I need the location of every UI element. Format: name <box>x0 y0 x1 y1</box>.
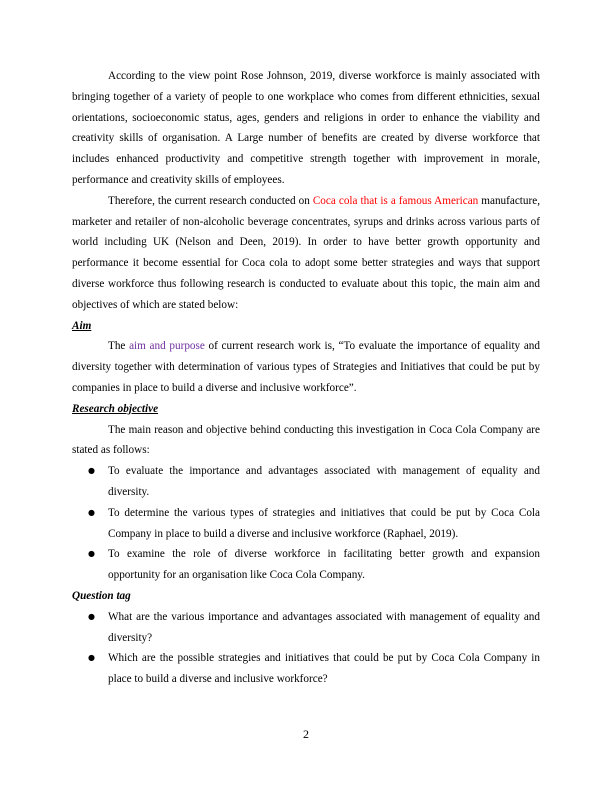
list-item-text: Which are the possible strategies and initiatives that could be put by Coca Cola Company in place to build a diverse and inclusive workforce? <box>108 652 540 686</box>
aim-paragraph <box>72 336 540 398</box>
list-item-text: To examine the role of diverse workforce in facilitating better growth and expansion opportunity for an organisation like Coca Cola Company. <box>108 548 540 582</box>
coca-cola-highlight: Coca cola that is a famous American <box>312 194 479 207</box>
intro-paragraph-2-end: manufacture, marketer and retailer of non-alcoholic beverage concentrates, syrups and drinks across various parts of world including UK (Nelson and Deen, 2019). In order to have better growth opportunity and performance it become essential for Coca cola to adopt some better strategies and ways that support diverse workforce thus following research is conducted to evaluate about this topic, the main aim and objectives of which are stated below: <box>72 194 540 311</box>
intro-paragraph-2 <box>72 191 540 316</box>
bullet-icon: ● <box>88 611 95 621</box>
bullet-icon: ● <box>88 653 95 663</box>
list-item <box>72 648 540 690</box>
aim-purpose-highlight: aim and purpose <box>129 340 205 353</box>
list-item-text: To determine the various types of strategies and initiatives that could be put by Coca Cola Company in place to build a diverse and inclusive workforce (Raphael, 2019). <box>108 506 540 540</box>
research-objective-heading: Research objective <box>72 402 159 415</box>
list-item-text: To evaluate the importance and advantages associated with management of equality and diversity. <box>108 465 540 498</box>
aim-text-end: of current research work is, “To evaluate the importance of equality and diversity together with determination of various types of Strategies and Initiatives that could be put by companies in place to build a diverse and inclusive workforce”. <box>72 340 540 394</box>
intro-paragraph-1: According to the view point Rose Johnson, 2019, diverse workforce is mainly associated with bringing together of a variety of people to one workplace who comes from different ethnicities, sexual orientations, socioeconomic status, ages, genders and religions in order to enhance the viability and creativity skills of organisation. A Large number of benefits are created by diverse workforce that includes enhanced productivity and competitive strength together with improvement in morale, performance and creativity skills of employees. <box>72 70 540 186</box>
question-tag-list <box>72 607 540 690</box>
page-number: 2 <box>303 727 309 741</box>
list-item <box>72 544 540 586</box>
intro-paragraph-2-start: Therefore, the current research conducted on <box>108 194 313 207</box>
list-item-text: What are the various importance and advantages associated with management of equality and diversity? <box>108 610 540 644</box>
list-item <box>72 503 540 545</box>
page-content <box>72 66 540 690</box>
bullet-icon: ● <box>88 507 95 517</box>
research-objective-list <box>72 461 540 586</box>
list-item <box>72 461 540 503</box>
bullet-icon: ● <box>88 466 95 476</box>
list-item <box>72 607 540 649</box>
aim-heading: Aim <box>72 319 92 332</box>
question-tag-heading: Question tag <box>72 589 131 602</box>
aim-text-start: The <box>108 340 130 353</box>
research-objective-intro: The main reason and objective behind conducting this investigation in Coca Cola Company are stated as follows: <box>72 423 540 457</box>
bullet-icon: ● <box>88 549 95 559</box>
